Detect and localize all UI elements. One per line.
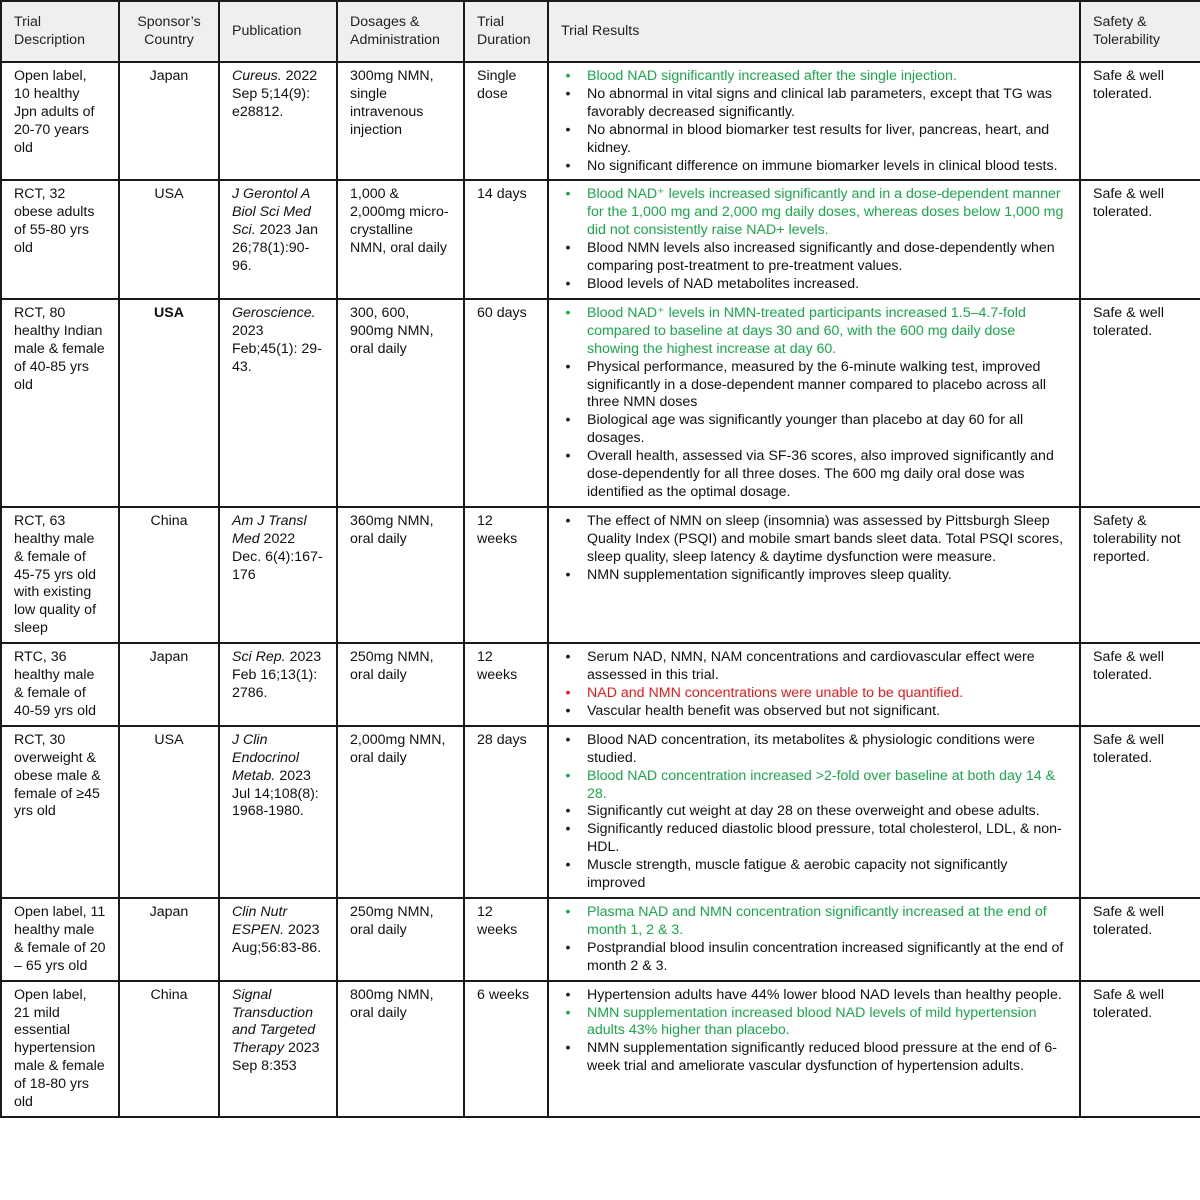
bullet-icon: •	[565, 68, 571, 84]
publication-cell	[219, 62, 337, 180]
bullet-icon: •	[565, 986, 571, 1003]
safety-tolerability: Safe & well tolerated.	[1093, 186, 1164, 221]
table-row	[1, 981, 1200, 1117]
bullet-icon: •	[565, 121, 571, 138]
dosage-cell	[337, 299, 464, 507]
duration-cell	[464, 299, 548, 507]
safety-cell	[1080, 62, 1200, 180]
result-text: The effect of NMN on sleep (insomnia) was assessed by Pittsburgh Sleep Quality Index (PSQI) and mobile smart bands sleet data. Total PSQI scores, sleep quality, sleep latency & daytime dysfunction were measure.	[587, 512, 1064, 565]
result-item	[561, 513, 1065, 567]
journal-name: Geroscience.	[232, 304, 316, 321]
publication-cell	[219, 507, 337, 643]
table-row	[1, 180, 1200, 298]
safety-cell	[1080, 898, 1200, 981]
result-text: Hypertension adults have 44% lower blood NAD levels than healthy people.	[587, 986, 1062, 1003]
publication-cell	[219, 726, 337, 898]
bullet-icon: •	[565, 512, 571, 529]
result-text: Blood NAD⁺ levels increased significantly and in a dose-dependent manner for the 1,000 mg and 2,000 mg daily doses, whereas doses below 1,000 mg did not consistently raise NAD+ levels.	[587, 186, 1064, 239]
result-text: Blood NMN levels also increased significantly and dose-dependently when comparing post-treatment to pre-treatment values.	[587, 240, 1055, 275]
result-item	[561, 703, 1065, 721]
header-results: Trial Results	[548, 1, 1080, 62]
result-text: No abnormal in vital signs and clinical lab parameters, except that TG was favorably decreased significantly.	[587, 85, 1052, 120]
trial-description: Open label, 21 mild essential hypertension male & female of 18-80 yrs old	[14, 986, 105, 1111]
trial-description-cell	[1, 507, 119, 643]
sponsor-country-cell	[119, 726, 219, 898]
header-dosages: Dosages & Administration	[337, 1, 464, 62]
sponsor-country-cell	[119, 507, 219, 643]
bullet-icon: •	[565, 939, 571, 956]
result-item	[561, 86, 1065, 122]
duration-cell	[464, 898, 548, 981]
results-list	[561, 987, 1065, 1077]
dosage-cell	[337, 62, 464, 180]
publication-details: 2023 Feb 16;13(1): 2786.	[232, 649, 322, 701]
dosage-cell	[337, 180, 464, 298]
header-safety: Safety & Tolerability	[1080, 1, 1200, 62]
safety-cell	[1080, 726, 1200, 898]
sponsor-country-cell	[119, 180, 219, 298]
safety-tolerability: Safe & well tolerated.	[1093, 304, 1164, 339]
result-item	[561, 412, 1065, 448]
sponsor-country: China	[150, 986, 188, 1003]
duration-cell	[464, 180, 548, 298]
journal-name: Am J Transl Med	[232, 512, 307, 547]
publication-details: 2023 Aug;56:83-86.	[232, 921, 322, 956]
result-item	[561, 803, 1065, 821]
sponsor-country-cell	[119, 898, 219, 981]
sponsor-country-cell	[119, 643, 219, 726]
safety-cell	[1080, 643, 1200, 726]
bullet-icon: •	[565, 157, 571, 174]
bullet-icon: •	[565, 448, 571, 465]
trial-results-cell	[548, 180, 1080, 298]
sponsor-country: Japan	[149, 903, 189, 920]
trial-description: Open label, 11 healthy male & female of 20 – 65 yrs old	[14, 903, 106, 974]
table-body	[1, 62, 1200, 1117]
result-item	[561, 768, 1065, 804]
trial-description: RCT, 63 healthy male & female of 45-75 yrs old with existing low quality of sleep	[14, 512, 97, 637]
result-text: Plasma NAD and NMN concentration significantly increased at the end of month 1, 2 & 3.	[587, 903, 1047, 938]
result-item	[561, 448, 1065, 502]
trial-description: RTC, 36 healthy male & female of 40-59 yrs old	[14, 649, 97, 719]
trial-duration: 28 days	[477, 731, 527, 748]
result-text: NAD and NMN concentrations were unable to be quantified.	[587, 685, 964, 701]
safety-cell	[1080, 299, 1200, 507]
publication-cell	[219, 299, 337, 507]
results-list	[561, 186, 1065, 293]
safety-tolerability: Safe & well tolerated.	[1093, 649, 1164, 684]
journal-name: Cureus.	[232, 68, 282, 84]
sponsor-country: China	[150, 512, 188, 529]
results-list	[561, 68, 1065, 175]
trial-description-cell	[1, 299, 119, 507]
trial-duration: 12 weeks	[477, 512, 518, 547]
trial-duration: Single dose	[477, 68, 517, 102]
trial-results-cell	[548, 643, 1080, 726]
trial-duration: 60 days	[477, 304, 527, 321]
bullet-icon: •	[565, 903, 571, 920]
sponsor-country-cell	[119, 981, 219, 1117]
result-item	[561, 359, 1065, 413]
trial-results-cell	[548, 299, 1080, 507]
header-publication: Publication	[219, 1, 337, 62]
sponsor-country: Japan	[149, 68, 189, 84]
bullet-icon: •	[565, 1040, 571, 1057]
safety-cell	[1080, 981, 1200, 1117]
trial-description: RCT, 80 healthy Indian male & female of 40-85 yrs old	[14, 304, 105, 393]
duration-cell	[464, 62, 548, 180]
dosage: 250mg NMN, oral daily	[350, 903, 434, 938]
result-text: Blood NAD significantly increased after the single injection.	[587, 68, 957, 84]
journal-name: Signal Transduction and Targeted Therapy	[232, 986, 316, 1057]
safety-tolerability: Safe & well tolerated.	[1093, 986, 1164, 1021]
result-text: Postprandial blood insulin concentration increased significantly at the end of month 2 & 3.	[587, 939, 1064, 974]
result-item	[561, 158, 1065, 176]
trial-description-cell	[1, 898, 119, 981]
dosage: 360mg NMN, oral daily	[350, 512, 434, 547]
publication-details: 2023 Feb;45(1): 29-43.	[232, 322, 322, 375]
bullet-icon: •	[565, 702, 571, 719]
publication-details: 2022 Sep 5;14(9): e28812.	[232, 68, 318, 120]
result-item	[561, 940, 1065, 976]
bullet-icon: •	[565, 649, 571, 666]
result-item	[561, 857, 1065, 893]
result-text: NMN supplementation significantly reduced blood pressure at the end of 6-week trial and ameliorate vascular dysfunction of hypertension adults.	[587, 1040, 1058, 1075]
duration-cell	[464, 726, 548, 898]
sponsor-country: USA	[154, 186, 184, 203]
sponsor-country: USA	[154, 731, 184, 748]
trial-results-cell	[548, 898, 1080, 981]
bullet-icon: •	[565, 358, 571, 375]
dosage-cell	[337, 507, 464, 643]
table-row	[1, 643, 1200, 726]
safety-tolerability: Safe & well tolerated.	[1093, 68, 1164, 102]
bullet-icon: •	[565, 821, 571, 838]
header-trial-description: Trial Description	[1, 1, 119, 62]
publication-details: 2023 Jul 14;108(8): 1968-1980.	[232, 767, 319, 820]
trial-description-cell	[1, 180, 119, 298]
header-sponsor-country: Sponsor’s Country	[119, 1, 219, 62]
result-item	[561, 732, 1065, 768]
table-row	[1, 507, 1200, 643]
bullet-icon: •	[565, 240, 571, 257]
bullet-icon: •	[565, 685, 571, 701]
dosage-cell	[337, 643, 464, 726]
journal-name: J Clin Endocrinol Metab.	[232, 731, 300, 784]
result-text: Physical performance, measured by the 6-minute walking test, improved significantly in a dose-dependent manner compared to placebo across all three NMN doses	[587, 358, 1047, 411]
journal-name: Sci Rep.	[232, 649, 286, 666]
results-list	[561, 904, 1065, 976]
bullet-icon: •	[565, 304, 571, 321]
result-item	[561, 649, 1065, 685]
publication-cell	[219, 898, 337, 981]
bullet-icon: •	[565, 275, 571, 292]
result-text: No abnormal in blood biomarker test results for liver, pancreas, heart, and kidney.	[587, 121, 1050, 156]
publication-details: 2022 Dec. 6(4):167-176	[232, 530, 323, 583]
result-text: Serum NAD, NMN, NAM concentrations and cardiovascular effect were assessed in this trial.	[587, 649, 1035, 684]
table-row	[1, 299, 1200, 507]
bullet-icon: •	[565, 731, 571, 748]
result-item	[561, 305, 1065, 359]
results-list	[561, 732, 1065, 893]
bullet-icon: •	[565, 412, 571, 429]
result-item	[561, 1040, 1065, 1076]
result-text: Blood NAD⁺ levels in NMN-treated participants increased 1.5–4.7-fold compared to baseline at days 30 and 60, with the 600 mg daily dose showing the highest increase at day 60.	[587, 304, 1026, 357]
sponsor-country-cell	[119, 299, 219, 507]
result-item	[561, 567, 1065, 585]
result-text: NMN supplementation significantly improves sleep quality.	[587, 566, 952, 583]
trial-description-cell	[1, 726, 119, 898]
dosage-cell	[337, 898, 464, 981]
trial-duration: 12 weeks	[477, 649, 518, 684]
result-item	[561, 904, 1065, 940]
result-text: Muscle strength, muscle fatigue & aerobic capacity not significantly improved	[587, 857, 1008, 892]
result-text: Overall health, assessed via SF-36 scores, also improved significantly and dose-dependently for all three doses. The 600 mg daily oral dose was identified as the optimal dosage.	[587, 448, 1054, 500]
bullet-icon: •	[565, 186, 571, 203]
result-text: Biological age was significantly younger than placebo at day 60 for all dosages.	[587, 412, 1024, 447]
result-item	[561, 240, 1065, 276]
bullet-icon: •	[565, 803, 571, 820]
result-text: NMN supplementation increased blood NAD levels of mild hypertension adults 43% higher than placebo.	[587, 1004, 1037, 1039]
dosage: 2,000mg NMN, oral daily	[350, 731, 446, 766]
result-item	[561, 821, 1065, 857]
result-text: Blood levels of NAD metabolites increased.	[587, 275, 860, 292]
bullet-icon: •	[565, 566, 571, 583]
safety-tolerability: Safety & tolerability not reported.	[1093, 512, 1181, 565]
trial-results-cell	[548, 62, 1080, 180]
trial-duration: 6 weeks	[477, 986, 530, 1003]
publication-details: 2023 Jan 26;78(1):90-96.	[232, 222, 318, 275]
trial-results-cell	[548, 981, 1080, 1117]
trial-description: RCT, 30 overweight & obese male & female of ≥45 yrs old	[14, 731, 101, 820]
bullet-icon: •	[565, 767, 571, 784]
dosage: 1,000 & 2,000mg micro-crystalline NMN, oral daily	[350, 186, 449, 257]
result-text: Significantly cut weight at day 28 on these overweight and obese adults.	[587, 803, 1040, 820]
sponsor-country: Japan	[149, 649, 189, 666]
publication-cell	[219, 981, 337, 1117]
trial-description: Open label, 10 healthy Jpn adults of 20-70 years old	[14, 68, 95, 156]
header-duration: Trial Duration	[464, 1, 548, 62]
safety-tolerability: Safe & well tolerated.	[1093, 731, 1164, 766]
trial-duration: 14 days	[477, 186, 527, 203]
result-item	[561, 122, 1065, 158]
result-item	[561, 186, 1065, 240]
table-row	[1, 62, 1200, 180]
dosage: 300, 600, 900mg NMN, oral daily	[350, 304, 434, 357]
duration-cell	[464, 981, 548, 1117]
trial-results-cell	[548, 507, 1080, 643]
journal-name: J Gerontol A Biol Sci Med Sci.	[232, 186, 311, 239]
safety-cell	[1080, 180, 1200, 298]
table-row	[1, 726, 1200, 898]
dosage: 300mg NMN, single intravenous injection	[350, 68, 434, 138]
bullet-icon: •	[565, 85, 571, 102]
dosage-cell	[337, 726, 464, 898]
result-text: Blood NAD concentration, its metabolites & physiologic conditions were studied.	[587, 731, 1035, 766]
publication-details: 2023 Sep 8:353	[232, 1040, 320, 1075]
bullet-icon: •	[565, 1004, 571, 1021]
result-item	[561, 987, 1065, 1005]
safety-tolerability: Safe & well tolerated.	[1093, 903, 1164, 938]
trial-description-cell	[1, 981, 119, 1117]
trial-description-cell	[1, 62, 119, 180]
table-header-row	[1, 1, 1200, 62]
publication-cell	[219, 643, 337, 726]
result-text: Blood NAD concentration increased >2-fold over baseline at both day 14 & 28.	[587, 767, 1056, 802]
result-item	[561, 276, 1065, 294]
trial-description: RCT, 32 obese adults of 55-80 yrs old	[14, 186, 95, 257]
result-item	[561, 68, 1065, 86]
duration-cell	[464, 507, 548, 643]
sponsor-country-cell	[119, 62, 219, 180]
trial-duration: 12 weeks	[477, 903, 518, 938]
results-list	[561, 649, 1065, 721]
result-item	[561, 685, 1065, 703]
dosage: 250mg NMN, oral daily	[350, 649, 434, 684]
trial-results-cell	[548, 726, 1080, 898]
sponsor-country: USA	[154, 304, 184, 321]
result-text: No significant difference on immune biomarker levels in clinical blood tests.	[587, 157, 1058, 174]
result-text: Significantly reduced diastolic blood pressure, total cholesterol, LDL, & non-HDL.	[587, 821, 1062, 856]
trial-description-cell	[1, 643, 119, 726]
results-list	[561, 513, 1065, 585]
result-text: Vascular health benefit was observed but not significant.	[587, 702, 941, 719]
journal-name: Clin Nutr ESPEN.	[232, 903, 288, 938]
results-list	[561, 305, 1065, 502]
publication-cell	[219, 180, 337, 298]
dosage: 800mg NMN, oral daily	[350, 986, 434, 1021]
table-row	[1, 898, 1200, 981]
safety-cell	[1080, 507, 1200, 643]
result-item	[561, 1005, 1065, 1041]
duration-cell	[464, 643, 548, 726]
dosage-cell	[337, 981, 464, 1117]
bullet-icon: •	[565, 857, 571, 874]
